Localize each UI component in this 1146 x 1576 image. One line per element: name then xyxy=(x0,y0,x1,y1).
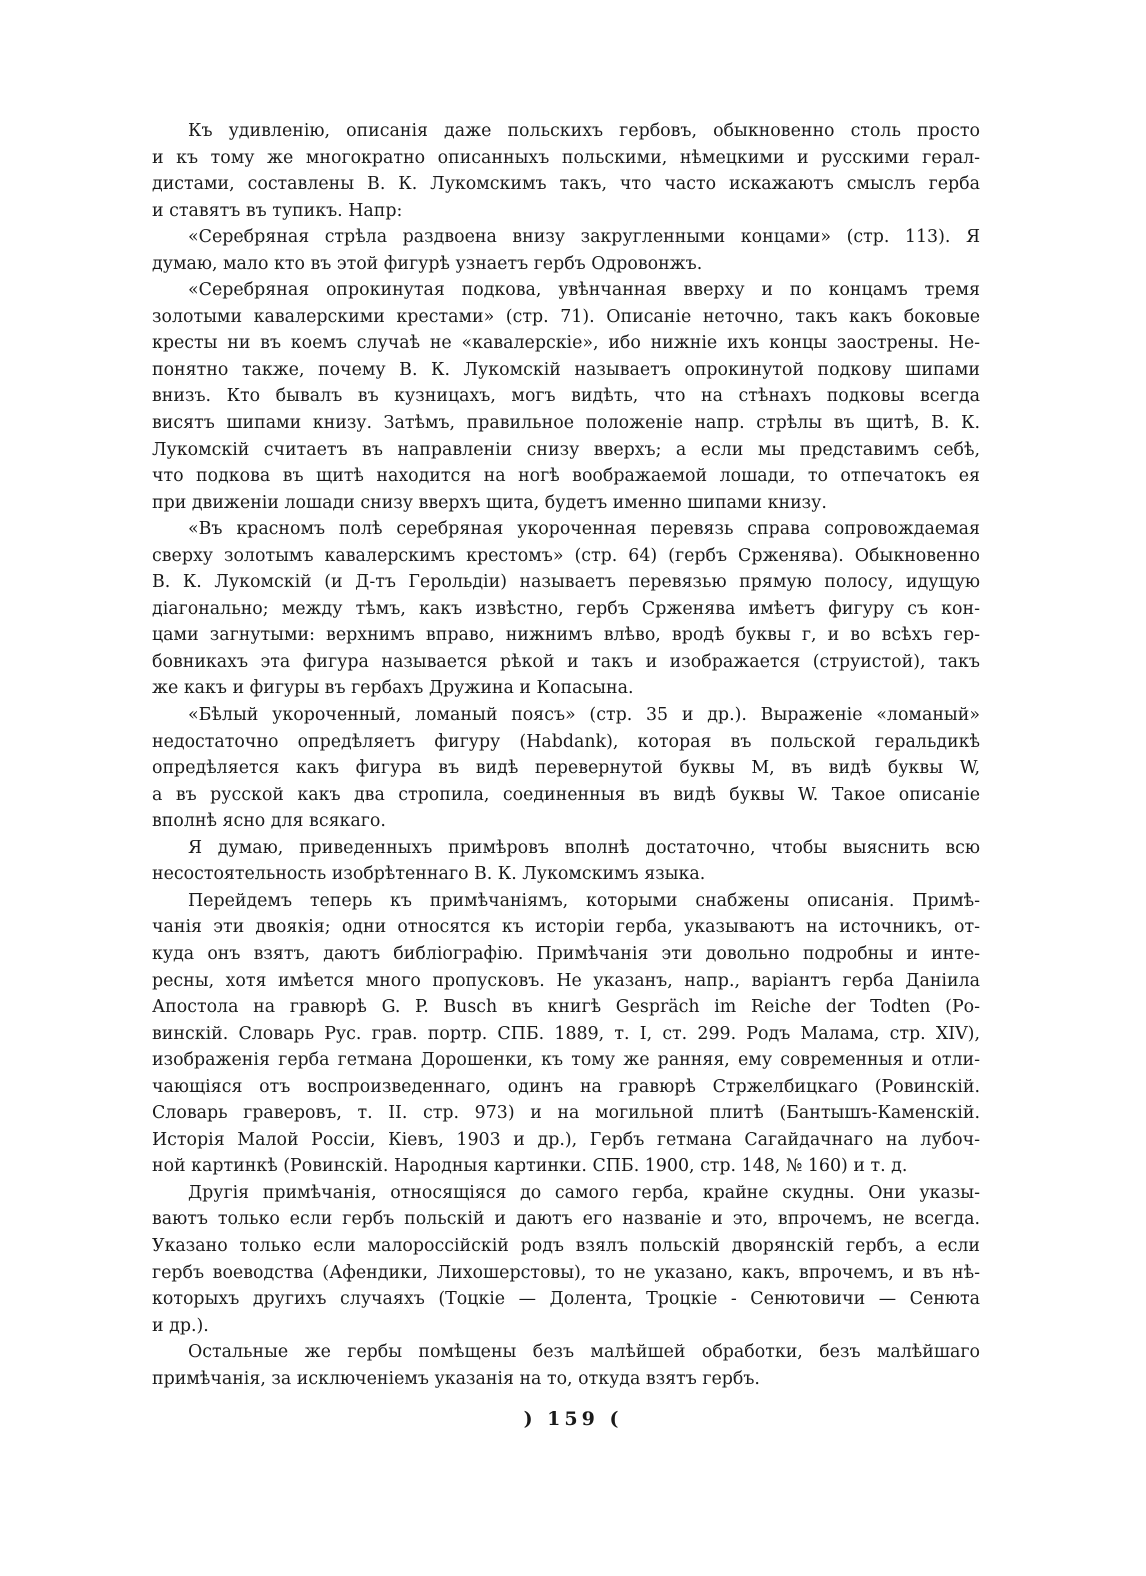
text-line: Я думаю, приведенныхъ примѣровъ вполнѣ достаточно, чтобы выяснить всю xyxy=(188,837,980,858)
text-line: же какъ и фигуры въ гербахъ Дружина и Копасына. xyxy=(152,678,634,699)
text-line: понятно также, почему В. К. Лукомскій называетъ опрокинутой подкову шипами xyxy=(152,359,980,380)
text-line: Указано только если малороссійскій родъ взялъ польскій дворянскій гербъ, а если xyxy=(152,1235,980,1256)
text-line: ваютъ только если гербъ польскій и даютъ его названіе и это, впрочемъ, не всегда. xyxy=(152,1209,980,1230)
text-line: что подкова въ щитѣ находится на ногѣ воображаемой лошади, то отпечатокъ ея xyxy=(152,466,980,487)
text-line: чанія эти двоякія; одни относятся къ исторіи герба, указываютъ на источникъ, от- xyxy=(152,917,980,938)
text-line: кресты ни въ коемъ случаѣ не «кавалерскіе», ибо нижніе ихъ концы заострены. Не- xyxy=(152,333,980,354)
text-line: золотыми кавалерскими крестами» (стр. 71). Описаніе неточно, такъ какъ боковые xyxy=(152,306,980,327)
text-line: Словарь граверовъ, т. II. стр. 973) и на могильной плитѣ (Бантышъ-Каменскій. xyxy=(152,1103,980,1124)
text-line: и ставятъ въ тупикъ. Напр: xyxy=(152,200,403,221)
text-line: дистами, составлены В. К. Лукомскимъ такъ, что часто искажаютъ смыслъ герба xyxy=(152,174,980,195)
text-line: а въ русской какъ два стропила, соединенныя въ видѣ буквы W. Такое описаніе xyxy=(152,784,980,805)
text-line: Перейдемъ теперь къ примѣчаніямъ, которыми снабжены описанія. Примѣ- xyxy=(188,890,980,911)
text-line: «Бѣлый укороченный, ломаный поясъ» (стр. 35 и др.). Выраженіе «ломаный» xyxy=(188,705,980,726)
text-line: и др.). xyxy=(152,1315,209,1336)
text-line: Исторія Малой Россіи, Кіевъ, 1903 и др.), Гербъ гетмана Сагайдачнаго на лубоч- xyxy=(152,1129,980,1150)
text-line: думаю, мало кто въ этой фигурѣ узнаетъ гербъ Одровонжъ. xyxy=(152,253,703,274)
text-line: Къ удивленію, описанія даже польскихъ гербовъ, обыкновенно столь просто xyxy=(188,121,980,141)
text-line: чающіяся отъ воспроизведеннаго, одинъ на гравюрѣ Стржелбицкаго (Ровинскій. xyxy=(152,1076,980,1097)
text-line: ресны, хотя имѣется много пропусковъ. Не указанъ, напр., варіантъ герба Даніила xyxy=(152,970,980,991)
text-line: діагонально; между тѣмъ, какъ извѣстно, гербъ Срженява имѣетъ фигуру съ кон- xyxy=(152,598,980,619)
body-text xyxy=(152,118,980,1392)
text-line: винскій. Словарь Рус. грав. портр. СПБ. 1889, т. I, ст. 299. Родъ Малама, стр. XIV), xyxy=(152,1023,980,1044)
text-line: куда онъ взятъ, даютъ библіографію. Примѣчанія эти довольно подробны и инте- xyxy=(152,943,980,964)
text-line: Другія примѣчанія, относящіяся до самого герба, крайне скудны. Они указы- xyxy=(188,1182,980,1203)
text-line: вполнѣ ясно для всякаго. xyxy=(152,811,386,832)
text-line: внизъ. Кто бывалъ въ кузницахъ, могъ видѣть, что на стѣнахъ подковы всегда xyxy=(152,386,980,407)
text-line: несостоятельность изобрѣтеннаго В. К. Лукомскимъ языка. xyxy=(152,864,706,885)
text-line: В. К. Лукомскій (и Д-тъ Герольдіи) называетъ перевязью прямую полосу, идущую xyxy=(152,572,980,593)
text-line: при движеніи лошади снизу вверхъ щита, будетъ именно шипами книзу. xyxy=(152,492,827,513)
text-line: изображенія герба гетмана Дорошенки, къ тому же ранняя, ему современныя и отли- xyxy=(152,1050,980,1071)
text-line: Лукомскій считаетъ въ направленіи снизу вверхъ; а если мы представимъ себѣ, xyxy=(152,439,980,460)
text-line: примѣчанія, за исключеніемъ указанія на то, откуда взятъ гербъ. xyxy=(152,1368,760,1389)
page-number: ) 159 ( xyxy=(523,1408,623,1430)
text-line: Остальные же гербы помѣщены безъ малѣйшей обработки, безъ малѣйшаго xyxy=(188,1342,980,1363)
text-line: бовникахъ эта фигура называется рѣкой и такъ и изображается (струистой), такъ xyxy=(152,651,980,672)
text-line: недостаточно опредѣляетъ фигуру (Habdank), которая въ польской геральдикѣ xyxy=(152,731,980,752)
text-line: Апостола на гравюрѣ G. P. Busch въ книгѣ Gespräch im Reiche der Todten (Ро- xyxy=(152,997,980,1018)
text-line: гербъ воеводства (Афендики, Лихошерстовы), то не указано, какъ, впрочемъ, и въ нѣ- xyxy=(152,1262,980,1283)
text-line: «Серебряная опрокинутая подкова, увѣнчанная вверху и по концамъ тремя xyxy=(188,280,980,301)
text-line: висятъ шипами книзу. Затѣмъ, правильное положеніе напр. стрѣлы въ щитѣ, В. К. xyxy=(152,413,980,434)
text-line: «Серебряная стрѣла раздвоена внизу закругленными концами» (стр. 113). Я xyxy=(188,227,980,248)
text-line: «Въ красномъ полѣ серебряная укороченная перевязь справа сопровождаемая xyxy=(188,519,980,540)
text-line: цами загнутыми: верхнимъ вправо, нижнимъ влѣво, вродѣ буквы г, и во всѣхъ гер- xyxy=(152,625,980,646)
text-line: ной картинкѣ (Ровинскій. Народныя картинки. СПБ. 1900, стр. 148, № 160) и т. д. xyxy=(152,1156,908,1177)
text-line: которыхъ другихъ случаяхъ (Тоцкіе — Долента, Троцкіе - Сенютовичи — Сенюта xyxy=(152,1289,980,1310)
text-line: и къ тому же многократно описанныхъ польскими, нѣмецкими и русскими герал- xyxy=(152,147,980,168)
text-line: сверху золотымъ кавалерскимъ крестомъ» (стр. 64) (гербъ Срженява). Обыкновенно xyxy=(152,545,980,566)
text-line: опредѣляется какъ фигура въ видѣ перевернутой буквы М, въ видѣ буквы W, xyxy=(152,758,980,779)
